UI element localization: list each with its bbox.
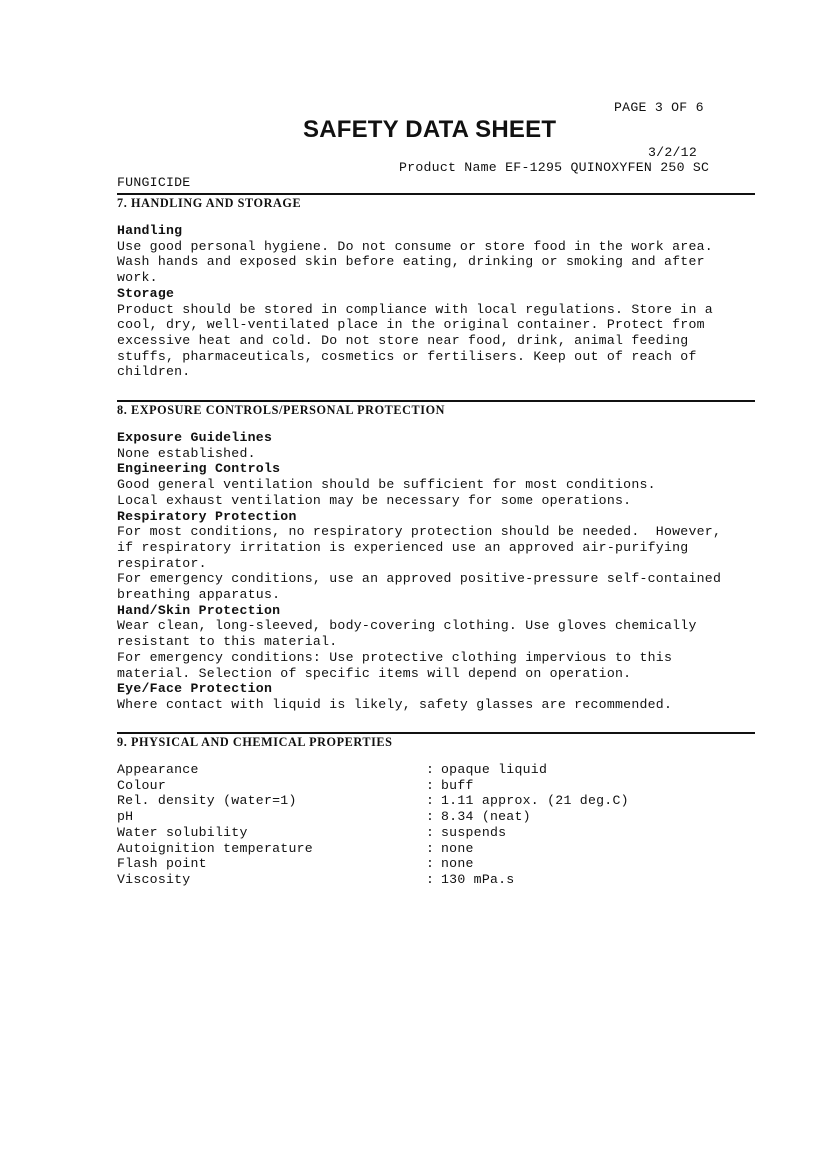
property-separator: :: [426, 871, 435, 887]
text-line: resistant to this material.: [117, 634, 338, 650]
property-separator: :: [426, 824, 435, 840]
text-line: breathing apparatus.: [117, 587, 281, 603]
text-line: Use good personal hygiene. Do not consume or store food in the work area.: [117, 238, 713, 254]
section-heading: 8. EXPOSURE CONTROLS/PERSONAL PROTECTION: [117, 403, 446, 417]
text-line: For emergency conditions: Use protective clothing impervious to this: [117, 649, 673, 665]
section-heading: 7. HANDLING AND STORAGE: [117, 196, 302, 210]
product-type: FUNGICIDE: [117, 175, 191, 190]
property-name: Appearance: [117, 762, 199, 777]
property-row: [117, 762, 629, 778]
eyeface-text: [117, 697, 755, 713]
text-line: if respiratory irritation is experienced use an approved air-purifying: [117, 539, 689, 555]
property-value: none: [441, 856, 474, 872]
page-number: PAGE 3 OF 6: [614, 100, 704, 115]
property-row: [117, 872, 629, 888]
engineering-text: [117, 477, 755, 508]
section-physical-properties: [117, 732, 755, 888]
text-line: Wear clean, long-sleeved, body-covering clothing. Use gloves chemically: [117, 618, 697, 634]
document-title: SAFETY DATA SHEET: [303, 116, 557, 143]
text-line: For most conditions, no respiratory protection should be needed. However,: [117, 524, 722, 540]
subsection-title: Exposure Guidelines: [117, 430, 273, 445]
text-line: None established.: [117, 445, 256, 461]
document-date: 3/2/12: [648, 145, 697, 160]
property-name: Water solubility: [117, 824, 248, 840]
property-separator: :: [426, 793, 435, 809]
subsection-title: Hand/Skin Protection: [117, 602, 281, 618]
subsection-title: Engineering Controls: [117, 461, 281, 477]
property-separator: :: [426, 856, 435, 872]
storage-text: [117, 302, 755, 381]
property-value: 1.11 approx. (21 deg.C): [441, 793, 629, 809]
subsection-title: Storage: [117, 285, 175, 301]
property-value: opaque liquid: [441, 762, 548, 777]
property-row: [117, 778, 629, 794]
property-row: [117, 856, 629, 872]
handling-text: [117, 239, 755, 286]
respiratory-text: [117, 524, 755, 603]
text-line: material. Selection of specific items will depend on operation.: [117, 665, 632, 681]
section-divider: [117, 193, 755, 195]
handskin-text: [117, 618, 755, 681]
text-line: stuffs, pharmaceuticals, cosmetics or fertilisers. Keep out of reach of: [117, 348, 697, 364]
property-name: Flash point: [117, 856, 207, 872]
property-value: none: [441, 840, 474, 856]
property-name: Colour: [117, 777, 166, 793]
section-divider: [117, 400, 755, 402]
property-name: Autoignition temperature: [117, 840, 313, 856]
text-line: Wash hands and exposed skin before eating, drinking or smoking and after: [117, 254, 705, 270]
property-value: 130 mPa.s: [441, 871, 515, 887]
property-name: Rel. density (water=1): [117, 793, 297, 809]
property-name: pH: [117, 809, 134, 825]
text-line: excessive heat and cold. Do not store near food, drink, animal feeding: [117, 332, 689, 348]
text-line: cool, dry, well-ventilated place in the original container. Protect from: [117, 317, 705, 333]
properties-table: [117, 762, 629, 888]
section-heading: 9. PHYSICAL AND CHEMICAL PROPERTIES: [117, 735, 393, 749]
subsection-title: Eye/Face Protection: [117, 681, 273, 697]
property-value: buff: [441, 777, 474, 793]
property-row: [117, 841, 629, 857]
property-row: [117, 825, 629, 841]
text-line: For emergency conditions, use an approved positive-pressure self-contained: [117, 571, 722, 587]
property-row: [117, 793, 629, 809]
subsection-title: Handling: [117, 223, 183, 238]
property-separator: :: [426, 840, 435, 856]
section-handling-storage: [117, 193, 755, 380]
text-line: Local exhaust ventilation may be necessary for some operations.: [117, 492, 632, 508]
exposure-text: [117, 446, 755, 462]
section-exposure-controls: [117, 400, 755, 713]
property-separator: :: [426, 777, 435, 793]
section-divider: [117, 732, 755, 734]
text-line: work.: [117, 270, 158, 286]
text-line: children.: [117, 364, 191, 380]
subsection-title: Respiratory Protection: [117, 508, 297, 524]
property-value: suspends: [441, 824, 507, 840]
property-value: 8.34 (neat): [441, 809, 531, 825]
product-name: Product Name EF-1295 QUINOXYFEN 250 SC: [399, 160, 710, 175]
text-line: Product should be stored in compliance with local regulations. Store in a: [117, 301, 713, 317]
property-row: [117, 809, 629, 825]
text-line: Where contact with liquid is likely, safety glasses are recommended.: [117, 696, 673, 712]
property-name: Viscosity: [117, 871, 191, 887]
property-separator: :: [426, 809, 435, 825]
text-line: respirator.: [117, 555, 207, 571]
property-separator: :: [426, 762, 435, 777]
text-line: Good general ventilation should be sufficient for most conditions.: [117, 477, 656, 493]
